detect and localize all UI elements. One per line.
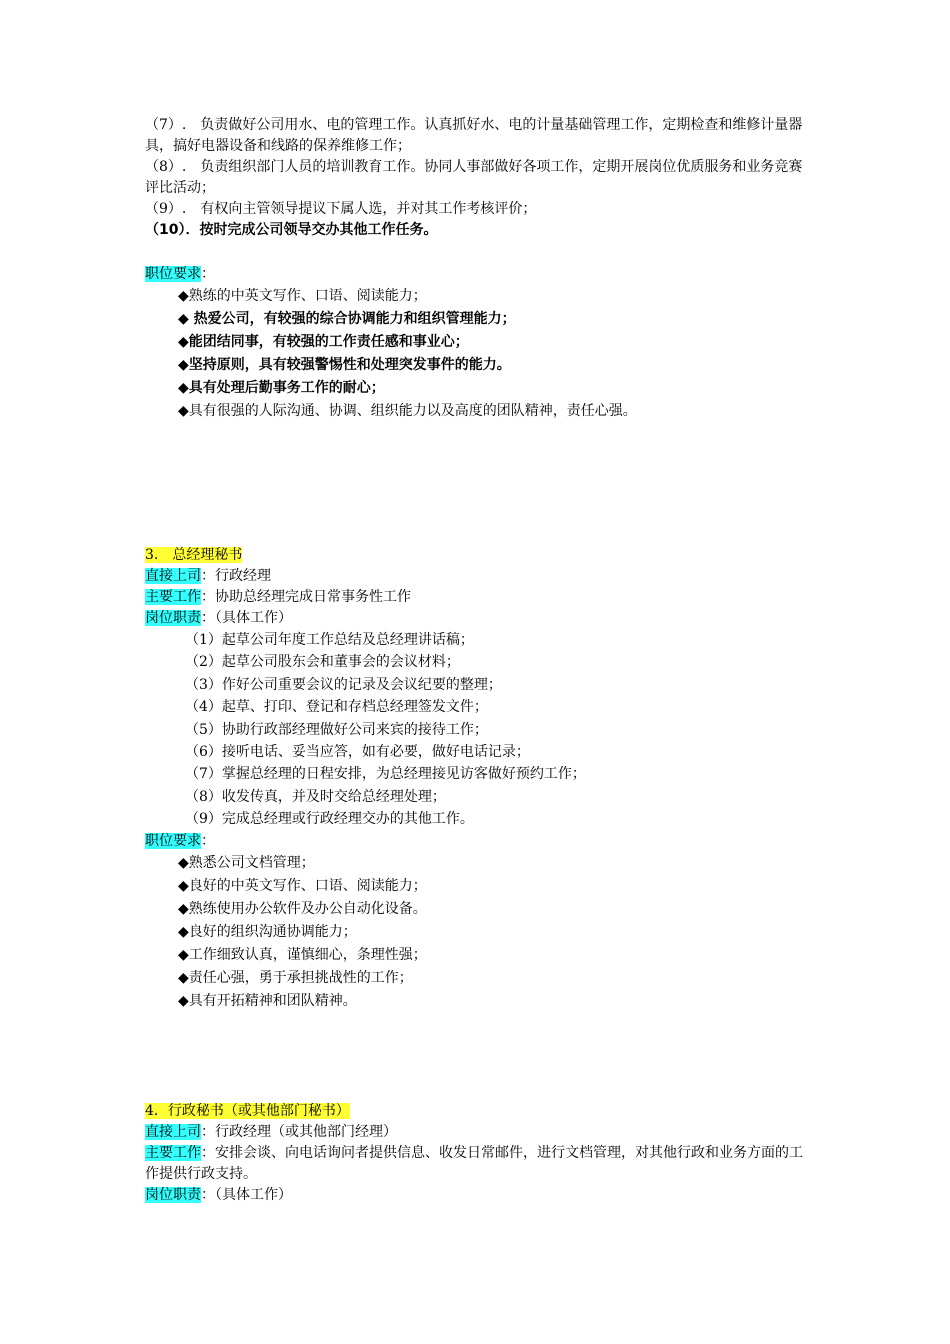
section-4-work: 主要工作：安排会谈、向电话询问者提供信息、收发日常邮件，进行文档管理，对其他行政和业务方面的工作提供行政支持。 [145, 1144, 803, 1182]
requirement-item: ◆良好的组织沟通协调能力； [178, 923, 357, 940]
requirement-item: ◆熟练的中英文写作、口语、阅读能力； [178, 288, 427, 304]
duties-continued [145, 115, 810, 241]
requirement-item: ◆工作细致认真，谨慎细心，条理性强； [178, 946, 427, 963]
requirement-item: ◆良好的中英文写作、口语、阅读能力； [178, 877, 427, 894]
duty-item: （6）接听电话、妥当应答，如有必要，做好电话记录； [185, 744, 530, 761]
requirement-item: ◆坚持原则，具有较强警惕性和处理突发事件的能力。 [178, 357, 511, 373]
requirement-item: ◆具有开拓精神和团队精神。 [178, 992, 357, 1009]
duty-item: （8）收发传真，并及时交给总经理处理； [185, 788, 446, 805]
requirements-list [178, 285, 810, 423]
duty-item-8: （8）. 负责组织部门人员的培训教育工作。协同人事部做好各项工作，定期开展岗位优质服务和业务竞赛评比活动； [145, 159, 803, 196]
section-3-req-heading: 职位要求： [145, 832, 215, 849]
duty-item: （4）起草、打印、登记和存档总经理签发文件； [185, 699, 488, 716]
duty-item: （9）完成总经理或行政经理交办的其他工作。 [185, 811, 474, 828]
spacer [145, 241, 810, 264]
document-page [145, 115, 810, 1206]
section-3-duty-list [185, 629, 810, 831]
section-4-duty-heading: 岗位职责：（具体工作） [145, 1186, 292, 1203]
requirement-item: ◆具有处理后勤事务工作的耐心； [178, 380, 385, 396]
duty-item: （5）协助行政部经理做好公司来宾的接待工作； [185, 721, 488, 738]
section-3-duty-heading: 岗位职责：（具体工作） [145, 610, 292, 626]
section-4-title: 4．行政秘书（或其他部门秘书） [145, 1102, 350, 1119]
duty-item-9: （9）. 有权向主管领导提议下属人选，并对其工作考核评价； [145, 201, 537, 217]
requirement-item: ◆责任心强，勇于承担挑战性的工作； [178, 969, 413, 986]
requirement-item: ◆具有很强的人际沟通、协调、组织能力以及高度的团队精神，责任心强。 [178, 403, 637, 419]
requirement-item: ◆能团结同事，有较强的工作责任感和事业心； [178, 334, 469, 350]
duty-item: （7）掌握总经理的日程安排，为总经理接见访客做好预约工作； [185, 766, 586, 783]
section-3-title: 3. 总经理秘书 [145, 547, 243, 563]
requirement-item: ◆熟练使用办公软件及办公自动化设备。 [178, 900, 427, 917]
requirement-item: ◆熟悉公司文档管理； [178, 854, 315, 871]
duty-item-7: （7）. 负责做好公司用水、电的管理工作。认真抓好水、电的计量基础管理工作，定期检查和维修计量器具，搞好电器设备和线路的保养维修工作； [145, 117, 803, 154]
section-4 [145, 1101, 810, 1206]
section-4-boss: 直接上司：行政经理（或其他部门经理） [145, 1123, 397, 1140]
section-3-boss: 直接上司：行政经理 [145, 568, 271, 584]
spacer [145, 423, 810, 545]
duty-item: （2）起草公司股东会和董事会的会议材料； [185, 654, 460, 671]
section-3-req-list [178, 852, 810, 1013]
section-3-work: 主要工作：协助总经理完成日常事务性工作 [145, 589, 411, 605]
duty-item-10: （10）．按时完成公司领导交办其他工作任务。 [145, 222, 438, 238]
duty-item: （1）起草公司年度工作总结及总经理讲话稿； [185, 632, 474, 648]
requirement-item: ◆ 热爱公司，有较强的综合协调能力和组织管理能力； [178, 311, 516, 327]
requirements-heading: 职位要求： [145, 266, 215, 282]
section-3 [145, 545, 810, 1013]
spacer [145, 1013, 810, 1101]
duty-item: （3）作好公司重要会议的记录及会议纪要的整理； [185, 676, 502, 693]
